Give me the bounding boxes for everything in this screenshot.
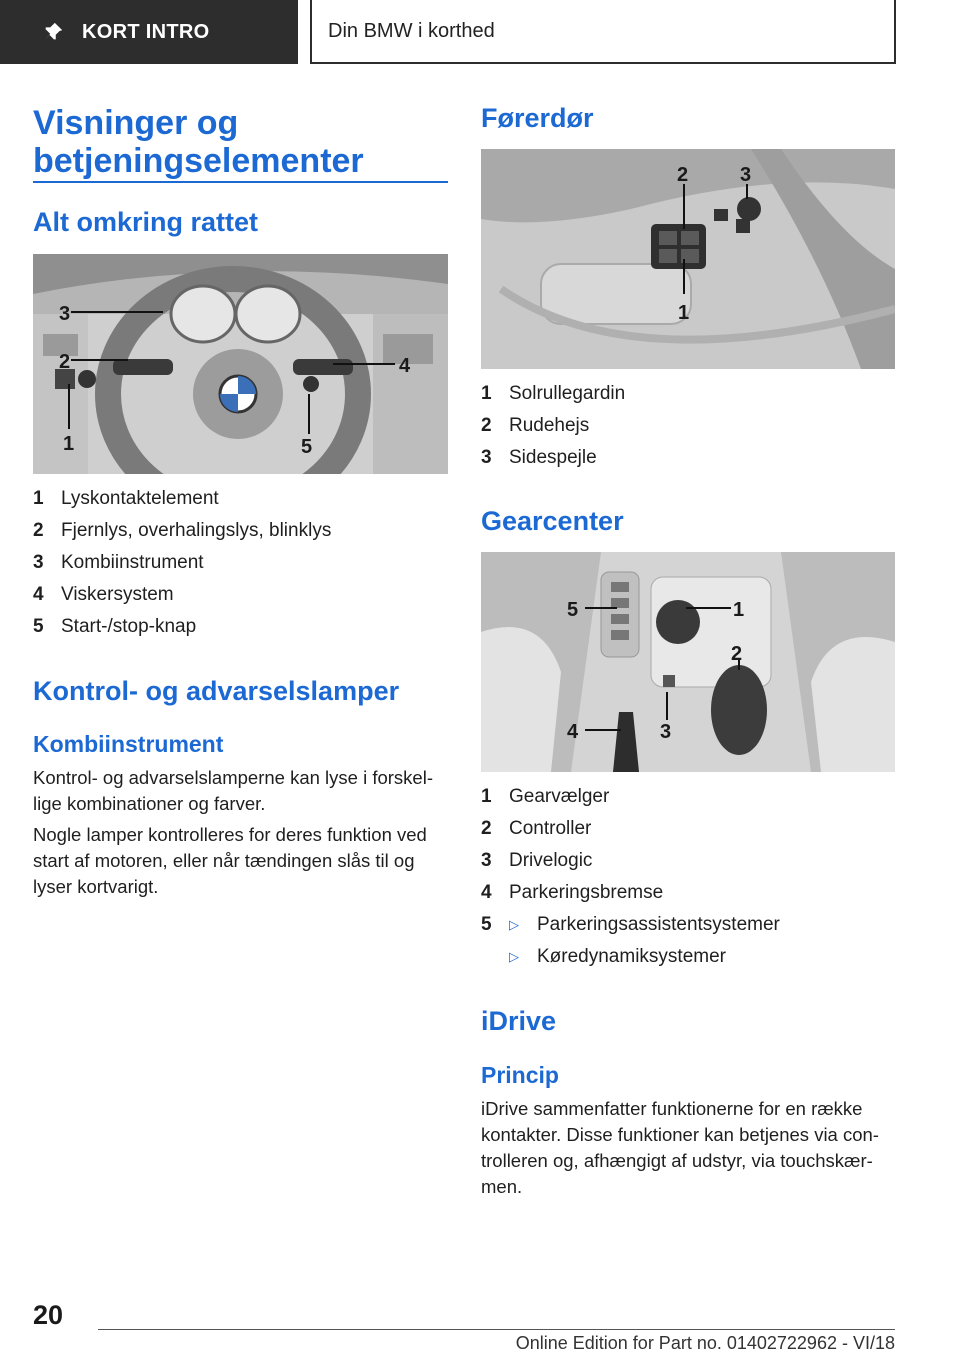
item-number: 1: [33, 488, 44, 509]
list-item: [481, 912, 780, 938]
item-text: Gearvælger: [509, 786, 610, 807]
door-heading: Førerdør: [481, 103, 594, 133]
list-item: [509, 944, 726, 970]
callout-2: 2: [677, 164, 689, 186]
text-line: trolleren og, afhængigt af udstyr, via touchskær-: [481, 1150, 873, 1171]
callout-1: 1: [678, 302, 690, 324]
list-item: [481, 880, 663, 906]
item-text: Parkeringsassistentsystemer: [537, 914, 780, 935]
item-number: 2: [33, 520, 44, 541]
item-text: Viskersystem: [61, 584, 174, 605]
section-tab[interactable]: [0, 0, 298, 64]
pushpin-icon: [42, 21, 64, 43]
list-item: [33, 486, 219, 512]
idrive-heading: iDrive: [481, 1006, 557, 1036]
text-line: Kontrol- og advarselslamperne kan lyse i forskel-: [33, 767, 433, 788]
list-item: [33, 518, 331, 544]
callout-5: 5: [301, 436, 313, 458]
lamps-paragraph-2: [33, 822, 448, 900]
gear-center-image: [481, 552, 895, 772]
item-text: Køredynamiksystemer: [537, 946, 726, 967]
callout-1: 1: [63, 433, 75, 455]
steering-heading: Alt omkring rattet: [33, 207, 259, 237]
item-text: Solrullegardin: [509, 383, 626, 404]
page-title-line-1: Visninger og: [33, 104, 239, 142]
footer-edition: Online Edition for Part no. 01402722962 - VI/18: [515, 1333, 895, 1353]
text-line: lyser kortvarigt.: [33, 876, 159, 897]
lamps-paragraph-1: [33, 765, 448, 817]
callout-3: 3: [660, 721, 672, 743]
item-number: 5: [33, 616, 44, 637]
item-number: 1: [481, 786, 492, 807]
triangle-right-icon: ▷: [509, 949, 519, 964]
item-text: Start-/stop-knap: [61, 616, 197, 637]
item-number: 2: [481, 415, 492, 436]
callout-3: 3: [740, 164, 752, 186]
list-item: [481, 848, 592, 874]
callout-5: 5: [567, 599, 579, 621]
callout-2: 2: [59, 351, 71, 373]
list-item: [481, 816, 591, 842]
item-number: 3: [481, 447, 492, 468]
list-item: [481, 381, 625, 407]
title-divider: [33, 181, 448, 183]
callout-4: 4: [399, 355, 411, 377]
item-number: 4: [33, 584, 44, 605]
list-item: [33, 582, 174, 608]
callout-1: 1: [733, 599, 745, 621]
item-text: Drivelogic: [509, 850, 593, 871]
footer-divider: [98, 1329, 895, 1330]
driver-door-image: [481, 149, 895, 369]
item-number: 3: [33, 552, 44, 573]
item-text: Rudehejs: [509, 415, 590, 436]
list-item: [33, 550, 204, 576]
idrive-paragraph: [481, 1096, 895, 1200]
item-number: 3: [481, 850, 492, 871]
text-line: kontakter. Disse funktioner kan betjenes via con-: [481, 1124, 879, 1145]
page-number: 20: [33, 1300, 64, 1330]
callout-4: 4: [567, 721, 579, 743]
list-item: [481, 413, 589, 439]
item-text: Parkeringsbremse: [509, 882, 664, 903]
lamps-heading: Kontrol- og advarselslamper: [33, 676, 400, 706]
item-number: 4: [481, 882, 492, 903]
item-text: Fjernlys, overhalingslys, blinklys: [61, 520, 332, 541]
text-line: lige kombinationer og farver.: [33, 793, 266, 814]
callout-2: 2: [731, 643, 743, 665]
list-item: [481, 445, 597, 471]
steering-wheel-image: [33, 254, 448, 474]
page-title-line-2: betjeningselementer: [33, 142, 364, 180]
item-number: 1: [481, 383, 492, 404]
triangle-right-icon: ▷: [509, 917, 519, 932]
callout-3: 3: [59, 303, 71, 325]
chapter-title: Din BMW i korthed: [310, 0, 896, 64]
gear-heading: Gearcenter: [481, 506, 624, 536]
idrive-subheading: Princip: [481, 1062, 559, 1088]
text-line: Nogle lamper kontrolleres for deres funktion ved: [33, 824, 427, 845]
page-title: [33, 104, 364, 180]
list-item: [33, 614, 196, 640]
text-line: iDrive sammenfatter funktionerne for en række: [481, 1098, 863, 1119]
item-text: Sidespejle: [509, 447, 597, 468]
text-line: men.: [481, 1176, 523, 1197]
item-text: Kombiinstrument: [61, 552, 204, 573]
item-number: 5: [481, 914, 492, 935]
item-text: Controller: [509, 818, 592, 839]
section-label: KORT INTRO: [82, 20, 210, 43]
text-line: start af motoren, eller når tændingen slås til og: [33, 850, 415, 871]
list-item: [481, 784, 609, 810]
item-number: 2: [481, 818, 492, 839]
item-text: Lyskontaktelement: [61, 488, 219, 509]
lamps-subheading: Kombiinstrument: [33, 731, 224, 757]
